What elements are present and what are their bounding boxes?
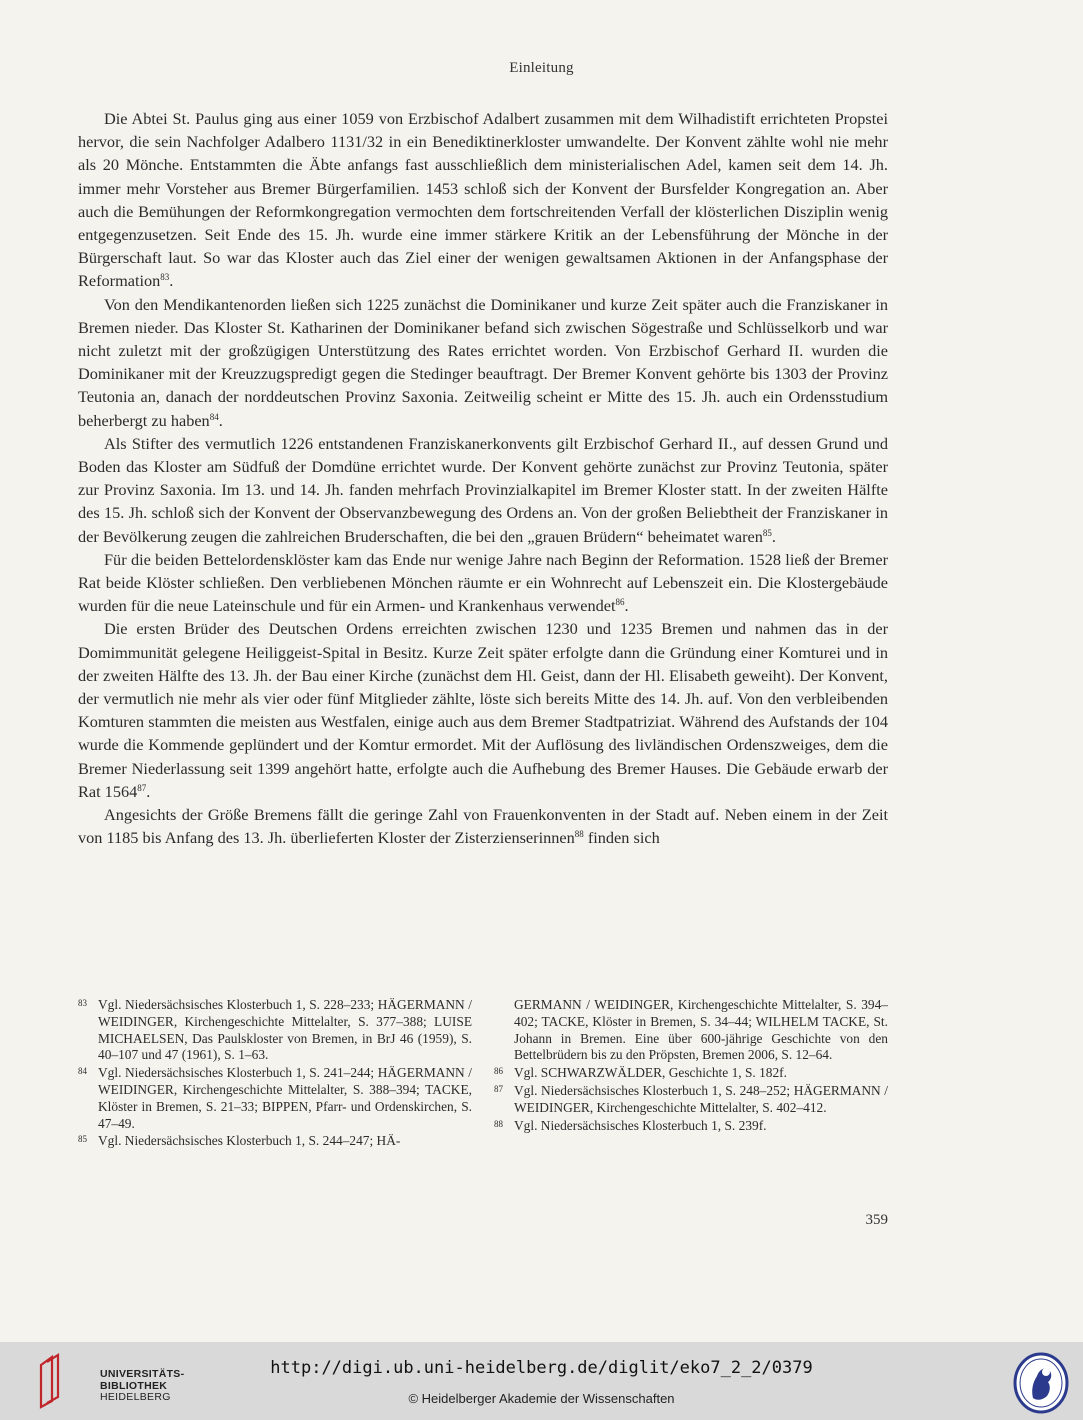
footnote-number: 84 bbox=[78, 1066, 87, 1077]
paragraph: Für die beiden Bettelordensklöster kam das Ende nur wenige Jahre nach Beginn der Reformation. 1528 ließ der Bremer Rat beide Klöster schließen. Den verbliebenen Mönchen räumte er ein Wohnrecht auf Lebenszeit ein. Die Klostergebäude wurden für die neue Lateinschule und für ein Armen- und Krankenhaus verwendet$^{86}$. bbox=[78, 549, 888, 616]
footnote-number: 88 bbox=[494, 1118, 503, 1129]
footnote-number: 83 bbox=[78, 998, 87, 1008]
body-text bbox=[78, 107, 888, 850]
footnote-ref[interactable]: 83 bbox=[160, 272, 170, 283]
academy-seal-icon[interactable] bbox=[1013, 1352, 1069, 1414]
footnote: 86 Vgl. SCHWARZWÄLDER, Geschichte 1, S. 182f. bbox=[494, 1065, 787, 1081]
running-head: Einleitung bbox=[509, 60, 574, 76]
footnotes-left-column bbox=[78, 997, 472, 1151]
paragraph: Angesichts der Größe Bremens fällt die geringe Zahl von Frauenkonventen in der Stadt auf. Neben einem in der Zeit von 1185 bis Anfang des 13. Jh. überlieferten Kloster der Zisterzienserinnen$^{88}$ finden sich bbox=[78, 805, 888, 848]
footnote-ref[interactable]: 84 bbox=[209, 411, 219, 422]
paragraph: Von den Mendikantenorden ließen sich 1225 zunächst die Dominikaner und kurze Zeit später auch die Franziskaner in Bremen nieder. Das Kloster St. Katharinen der Dominikaner befand sich zwischen Sögestraße und Schlüsselkorb und war nicht zuletzt mit der großzügigen Unterstützung des Rates errichtet worden. Von Erzbischof Gerhard II. wurden die Dominikaner mit der Kreuzzugspredigt gegen die Stedinger beauftragt. Der Bremer Konvent gehörte bis 1303 der Provinz Teutonia an, danach der norddeutschen Provinz Saxonia. Zeitweilig scheint er Mitte des 15. Jh. auch ein Ordensstudium beherbergt zu haben$^{84}$. bbox=[78, 294, 888, 430]
footnotes bbox=[78, 997, 888, 1151]
footnote: 87 Vgl. Niedersächsisches Klosterbuch 1, S. 248–252; HÄGERMANN / WEIDINGER, Kirchengeschichte Mittelalter, S. 402–412. bbox=[494, 1082, 888, 1115]
footnote-ref[interactable]: 88 bbox=[574, 829, 584, 840]
footnote-number: 86 bbox=[494, 1066, 503, 1077]
footnote-number: 85 bbox=[78, 1134, 87, 1145]
footnote-ref[interactable]: 85 bbox=[762, 527, 772, 538]
library-logo-text: UNIVERSITÄTS- BIBLIOTHEK HEIDELBERG bbox=[100, 1368, 185, 1403]
footnote: 85 Vgl. Niedersächsisches Klosterbuch 1, S. 244–247; HÄ- bbox=[78, 1133, 401, 1149]
permalink-url[interactable]: http://digi.ub.uni-heidelberg.de/diglit/eko7_2_2/0379 bbox=[270, 1358, 813, 1378]
page-number: 359 bbox=[865, 1212, 888, 1228]
footnote: 88 Vgl. Niedersächsisches Klosterbuch 1, S. 239f. bbox=[494, 1117, 767, 1133]
footnotes-right-column bbox=[494, 997, 888, 1151]
paragraph: Die Abtei St. Paulus ging aus einer 1059 von Erzbischof Adalbert zusammen mit dem Wilhadistift errichteten Propstei hervor, die sein Nachfolger Adalbero 1131/32 in ein Benediktinerkloster umwandelte. Der Konvent zählte wohl nie mehr als 20 Mönche. Entstammten die Äbte anfangs fast ausschließlich dem ministerialischen Adel, kamen seit dem 14. Jh. immer mehr Vorsteher aus Bremer Bürgerfamilien. 1453 schloß sich der Konvent der Bursfelder Kongregation an. Aber auch die Bemühungen der Reformkongregation vermochten dem fortschreitenden Verfall der klösterlichen Disziplin wenig entgegenzusetzen. Seit Ende des 15. Jh. wurde eine immer stärkere Kritik an der Lebensführung der Mönche in der Bürgerschaft laut. So war das Kloster auch das Ziel einer der wenigen gewaltsamen Aktionen in der Anfangsphase der Reformation$^{83}$. bbox=[78, 109, 888, 291]
viewer-footer bbox=[0, 1342, 1083, 1420]
footnote-continuation: GERMANN / WEIDINGER, Kirchengeschichte Mittelalter, S. 394–402; TACKE, Klöster in Bremen, S. 34–44; WILHELM TACKE, St. Johann in Bremen. Eine über 600-jährige Geschichte von den Bettelbrüdern bis zu den Pröpsten, Bremen 2006, S. 12–64. bbox=[514, 997, 888, 1063]
footnote: 84 Vgl. Niedersächsisches Klosterbuch 1, S. 241–244; HÄGERMANN / WEIDINGER, Kirchengeschichte Mittelalter, S. 388–394; TACKE, Klöster in Bremen, S. 21–33; BIPPEN, Pfarr- und Ordenskirchen, S. 47–49. bbox=[78, 1065, 472, 1131]
paragraph: Die ersten Brüder des Deutschen Ordens erreichten zwischen 1230 und 1235 Bremen und nahmen das in der Domimmunität gelegene Heiliggeist-Spital in Besitz. Kurze Zeit später erfolgte dann die Gründung einer Komturei und in der zweiten Hälfte des 13. Jh. der Bau einer Kirche (zunächst dem Hl. Geist, dann der Hl. Elisabeth geweiht). Der Konvent, der vermutlich nie mehr als vier oder fünf Mitglieder zählte, löste sich bereits Mitte des 14. Jh. auf. Von den verbleibenden Komturen stammten die meisten aus Westfalen, einige auch aus dem Bremer Stadtpatriziat. Während des Aufstands der 104 wurde die Kommende geplündert und der Komtur ermordet. Mit der Auflösung des livländischen Ordenszweiges, dem die Bremer Niederlassung seit 1399 angehört hatte, erfolgte auch die Aufhebung des Bremer Hauses. Die Gebäude erwarb der Rat 1564$^{87}$. bbox=[78, 619, 888, 801]
copyright-notice: © Heidelberger Akademie der Wissenschaften bbox=[408, 1391, 675, 1406]
footnote-number: 87 bbox=[494, 1083, 503, 1094]
footnote-ref[interactable]: 86 bbox=[615, 597, 625, 608]
footnote: 83 Vgl. Niedersächsisches Klosterbuch 1, S. 228–233; HÄGERMANN / WEIDINGER, Kirchengeschichte Mittelalter, S. 377–388; LUISE MICHAELSEN, Das Paulskloster von Bremen, in BrJ 46 (1959), S. 40–107 und 47 (1961), S. 1–63. bbox=[78, 997, 472, 1063]
paragraph: Als Stifter des vermutlich 1226 entstandenen Franziskanerkonvents gilt Erzbischof Gerhard II., auf dessen Grund und Boden das Kloster am Südfuß der Domdüne errichtet wurde. Der Konvent gehörte zunächst zur Provinz Teutonia, später zur Provinz Saxonia. Im 13. und 14. Jh. fanden mehrfach Provinzialkapitel im Bremer Kloster statt. In der zweiten Hälfte des 15. Jh. schloß sich der Konvent der Observanzbewegung des Ordens an. Von der großen Beliebtheit der Franziskaner in der Bevölkerung zeugen die zahlreichen Bruderschaften, die bei den „grauen Brüdern“ beheimatet waren$^{85}$. bbox=[78, 433, 888, 546]
footnote-ref[interactable]: 87 bbox=[137, 782, 147, 793]
